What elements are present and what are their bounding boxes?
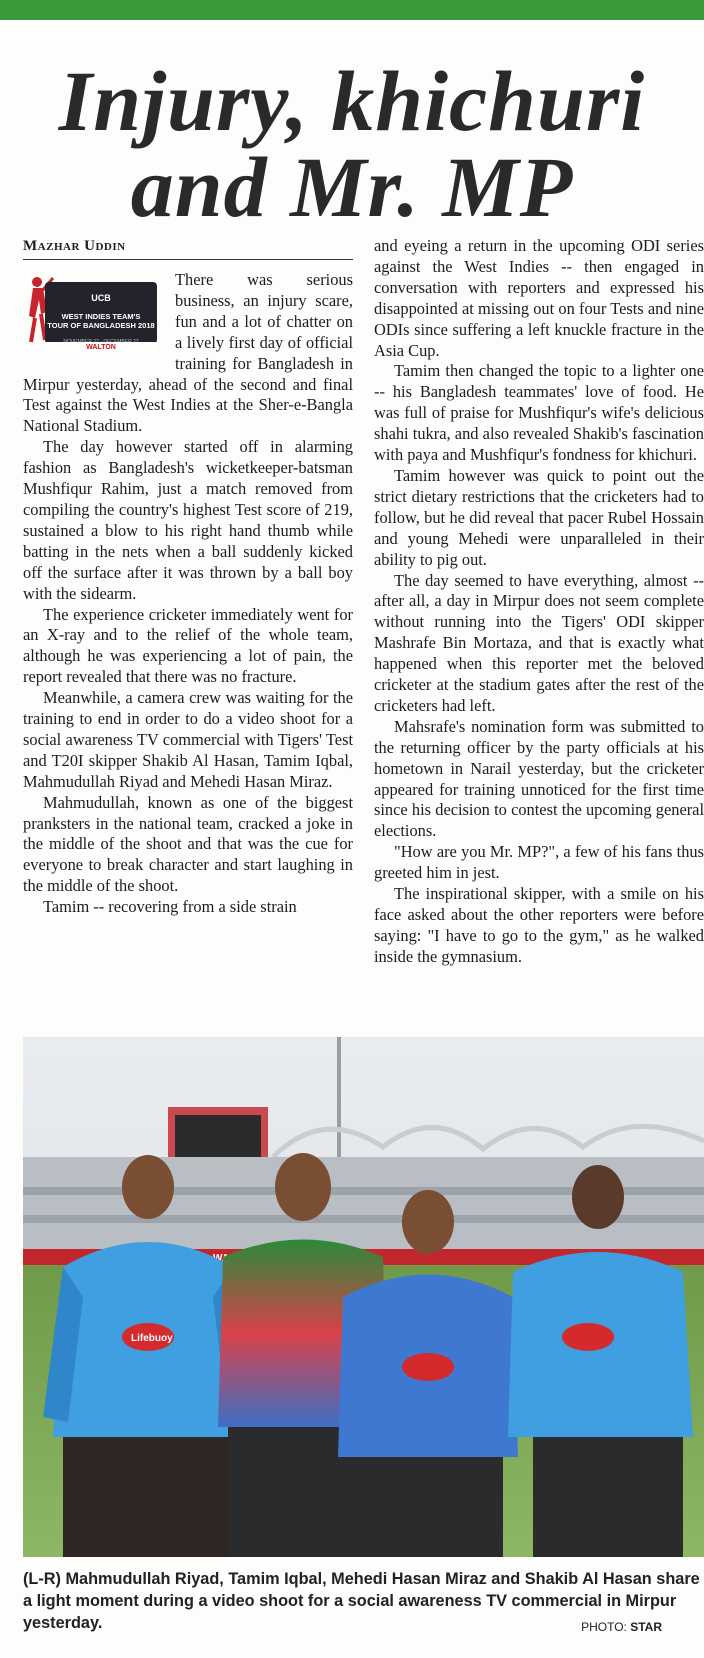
photo-caption: (L-R) Mahmudullah Riyad, Tamim Iqbal, Mehedi Hasan Miraz and Shakib Al Hasan share a light moment during a video shoot for a social awareness TV commercial in Mirpur yesterday. — [23, 1570, 700, 1632]
paragraph: The inspirational skipper, with a smile on his face asked about the other reporters were before saying: "I have to go to the gym," as he walked inside the gymnasium. — [374, 884, 704, 966]
paragraph: Tamim then changed the topic to a lighter one -- his Bangladesh teammates' love of food. He was full of praise for Mushfiqur's wife's delicious shahi tukra, and also revealed Shakib's fascination with paya and Mushfiqur's fondness for khichuri. — [374, 361, 704, 465]
article-column-1 — [23, 270, 353, 1020]
series-logo — [23, 272, 163, 352]
logo-title-line-1: WEST INDIES TEAM'S — [61, 311, 141, 321]
paragraph: The day seemed to have everything, almost -- after all, a day in Mirpur does not seem complete without running into the Tigers' ODI skipper Mashrafe Bin Mortaza, and that is exactly what happened when this reporter met the beloved cricketer at the stadium gates after the rest of the cricketers had left. — [374, 570, 704, 715]
article-column-2 — [374, 236, 704, 1021]
top-color-bar — [0, 0, 704, 20]
paragraph: Tamim however was quick to point out the strict dietary restrictions that the cricketers had to follow, but he did reveal that pacer Rubel Hossain and young Mehedi were unparalleled in their ability to pig out. — [374, 465, 704, 569]
headline — [0, 53, 704, 235]
floodlight-mast — [337, 1037, 341, 1177]
paragraph: Meanwhile, a camera crew was waiting for the training to end in order to do a video shoot for a social awareness TV commercial with Tigers' Test and T20I skipper Shakib Al Hasan, Tamim Iqbal, Mahmudullah Riyad and Mehedi Hasan Miraz. — [23, 688, 353, 791]
series-logo-card — [45, 282, 157, 351]
credit-label: PHOTO: — [581, 1620, 627, 1634]
headline-line-2: and Mr. MP — [130, 139, 574, 235]
photo-illustration — [23, 1037, 704, 1557]
paragraph: The experience cricketer immediately went for an X-ray and to the relief of the whole team, although he was experiencing a lot of pain, the report revealed that there was no fracture. — [23, 604, 353, 687]
logo-sponsor: WALTON — [45, 342, 157, 354]
paragraph: There was serious business, an injury scare, fun and a lot of chatter on a lively first day of official training for Bangladesh in Mirpur yesterday, ahead of the second and final Test against the West Indies at the Sher-e-Bangla National Stadium. — [23, 270, 353, 436]
paragraph: Mahmudullah, known as one of the biggest pranksters in the national team, cracked a joke in the middle of the shoot and that was the cue for everyone to break character and start laughing in the middle of the shoot. — [23, 792, 353, 896]
photo-credit — [581, 1620, 662, 1634]
headline-line-1: Injury, khichuri — [58, 53, 646, 149]
logo-title — [45, 312, 157, 330]
credit-source: STAR — [630, 1620, 662, 1634]
byline: Mazhar Uddin — [23, 238, 353, 260]
lifebuoy-logo: Lifebuoy — [131, 1333, 173, 1344]
logo-org: UCB — [91, 293, 111, 303]
paragraph: and eyeing a return in the upcoming ODI series against the West Indies -- then engaged in conversation with reporters and expressed his disappointed at missing out on four Tests and nine ODIs since suffering a left knuckle fracture in the Asia Cup. — [374, 236, 704, 360]
paragraph: The day however started off in alarming fashion as Bangladesh's wicketkeeper-batsman Mushfiqur Rahim, just a match removed from compiling the country's highest Test score of 219, sustained a blow to his right hand thumb while batting in the nets when a ball suddenly kicked off the surface after it was thrown by a ball boy with the sidearm. — [23, 437, 353, 603]
team-photo — [23, 1037, 704, 1557]
paragraph: "How are you Mr. MP?", a few of his fans thus greeted him in jest. — [374, 842, 704, 883]
paragraph: Mahsrafe's nomination form was submitted to the returning officer by the party officials at his hometown in Narail yesterday, but the cricketer appeared for training unnoticed for the first time since his decision to contest the upcoming general elections. — [374, 716, 704, 841]
logo-title-line-2: TOUR OF BANGLADESH 2018 — [47, 320, 155, 330]
paragraph: Tamim -- recovering from a side strain — [43, 897, 297, 917]
